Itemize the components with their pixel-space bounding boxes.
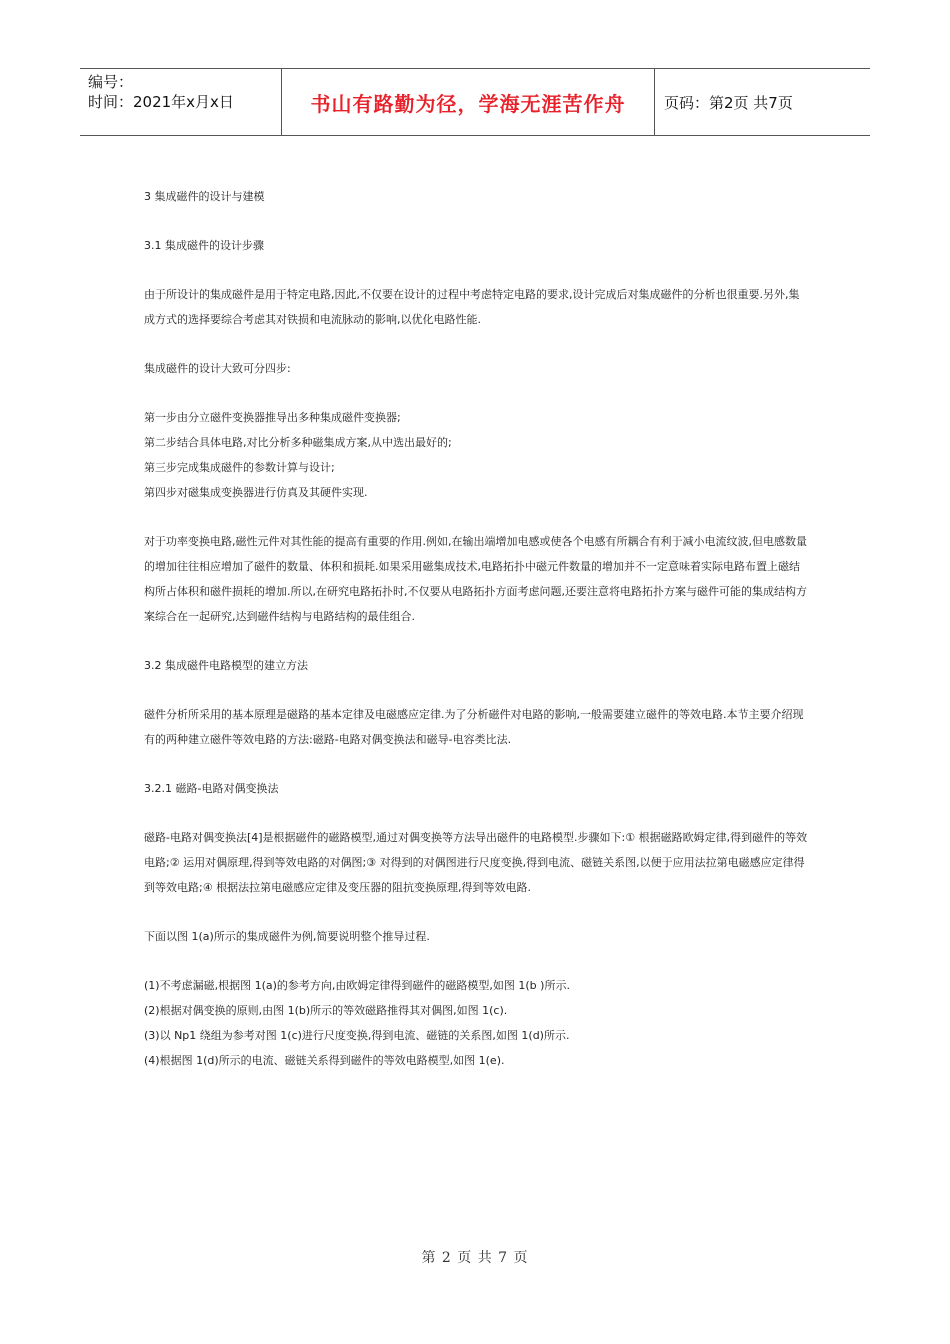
- paragraph: 磁件分析所采用的基本原理是磁路的基本定律及电磁感应定律.为了分析磁件对电路的影响,一般需要建立磁件的等效电路.本节主要介绍现有的两种建立磁件等效电路的方法:磁路-电路对偶变换法和磁导-电容类比法.: [144, 708, 804, 746]
- header-divider-right: [654, 68, 655, 136]
- derivation-item: (3)以 Np1 绕组为参考对图 1(c)进行尺度变换,得到电流、磁链的关系图,如图 1(d)所示.: [144, 1029, 570, 1042]
- paragraph: 集成磁件的设计大致可分四步:: [144, 362, 291, 375]
- subsubsection-heading: 3.2.1 磁路-电路对偶变换法: [144, 782, 279, 795]
- document-body: [144, 184, 810, 1073]
- header-meta: [88, 72, 234, 112]
- paragraph: 对于功率变换电路,磁性元件对其性能的提高有重要的作用.例如,在输出端增加电感或使各个电感有所耦合有利于减小电流纹波,但电感数量的增加往往相应增加了磁件的数量、体积和损耗.如果采用磁集成技术,电路拓扑中磁元件数量的增加并不一定意味着实际电路布置上磁结构所占体积和磁件损耗的增加.所以,在研究电路拓扑时,不仅要从电路拓扑方面考虑问题,还要注意将电路拓扑方案与磁件可能的集成结构方案综合在一起研究,达到磁件结构与电路结构的最佳组合.: [144, 535, 807, 623]
- header-motto: 书山有路勤为径，学海无涯苦作舟: [310, 91, 626, 116]
- derivation-item: (4)根据图 1(d)所示的电流、磁链关系得到磁件的等效电路模型,如图 1(e).: [144, 1054, 505, 1067]
- header-page-info: 页码：第2页 共7页: [664, 93, 793, 112]
- derivation-item: (2)根据对偶变换的原则,由图 1(b)所示的等效磁路推得其对偶图,如图 1(c).: [144, 1004, 508, 1017]
- subsection-heading: 3.2 集成磁件电路模型的建立方法: [144, 659, 308, 672]
- page-header: [80, 68, 870, 136]
- document-time: 时间：2021年x月x日: [88, 93, 234, 111]
- document-number-label: 编号：: [88, 73, 134, 91]
- step-item: 第二步结合具体电路,对比分析多种磁集成方案,从中选出最好的;: [144, 436, 452, 449]
- step-item: 第四步对磁集成变换器进行仿真及其硬件实现.: [144, 486, 368, 499]
- paragraph: 磁路-电路对偶变换法[4]是根据磁件的磁路模型,通过对偶变换等方法导出磁件的电路模型.步骤如下:① 根据磁路欧姆定律,得到磁件的等效电路;② 运用对偶原理,得到等效电路的对偶图;③ 对得到的对偶图进行尺度变换,得到电流、磁链关系图,以便于应用法拉第电磁感应定律得到等效电路;④ 根据法拉第电磁感应定律及变压器的阻抗变换原理,得到等效电路.: [144, 831, 808, 894]
- paragraph: 由于所设计的集成磁件是用于特定电路,因此,不仅要在设计的过程中考虑特定电路的要求,设计完成后对集成磁件的分析也很重要.另外,集成方式的选择要综合考虑其对铁损和电流脉动的影响,以优化电路性能.: [144, 288, 800, 326]
- derivation-item: (1)不考虑漏磁,根据图 1(a)的参考方向,由欧姆定律得到磁件的磁路模型,如图 1(b )所示.: [144, 979, 570, 992]
- paragraph: 下面以图 1(a)所示的集成磁件为例,简要说明整个推导过程.: [144, 930, 430, 943]
- page-footer: 第 2 页 共 7 页: [421, 1250, 529, 1266]
- subsection-heading: 3.1 集成磁件的设计步骤: [144, 239, 264, 252]
- section-heading: 3 集成磁件的设计与建模: [144, 190, 265, 203]
- step-item: 第三步完成集成磁件的参数计算与设计;: [144, 461, 335, 474]
- step-item: 第一步由分立磁件变换器推导出多种集成磁件变换器;: [144, 411, 401, 424]
